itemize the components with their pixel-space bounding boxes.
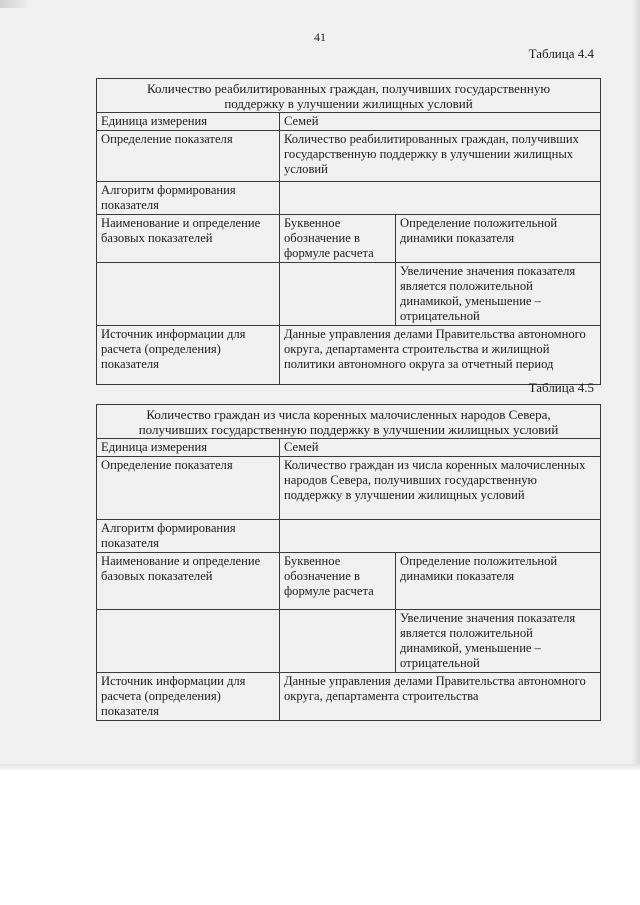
- page-bottom-edge: [0, 764, 640, 770]
- table-row: [97, 610, 601, 673]
- empty-cell: [97, 610, 280, 673]
- unit-label-cell: Единица измерения: [97, 113, 280, 131]
- empty-cell: [280, 263, 396, 326]
- positive-value-cell: Увеличение значения показателя является положительной динамикой, уменьшение – отрицательной: [396, 610, 601, 673]
- positive-label-cell: Определение положительной динамики показателя: [396, 553, 601, 610]
- table-title-line: получивших государственную поддержку в улучшении жилищных условий: [138, 422, 559, 437]
- scan-corner-mark: [0, 0, 28, 8]
- empty-cell: [97, 263, 280, 326]
- table-row: [97, 673, 601, 721]
- table-title-line: Количество реабилитированных граждан, получивших государственную: [146, 81, 551, 96]
- table-row: [97, 113, 601, 131]
- unit-label-cell: Единица измерения: [97, 439, 280, 457]
- page-number: 41: [314, 30, 326, 44]
- definition-label-cell: Определение показателя: [97, 131, 280, 182]
- definition-value-cell: Количество реабилитированных граждан, получивших государственную поддержку в улучшении жилищных условий: [280, 131, 601, 182]
- table-title-row: [97, 405, 601, 439]
- base-label-cell: Наименование и определение базовых показателей: [97, 215, 280, 263]
- table-row: [97, 326, 601, 385]
- table-row: [97, 553, 601, 610]
- indicator-table: [96, 404, 601, 721]
- algorithm-label-cell: Алгоритм формирования показателя: [97, 182, 280, 215]
- table-title-row: [97, 79, 601, 113]
- table-row: [97, 263, 601, 326]
- table-title-line: Количество граждан из числа коренных малочисленных народов Севера,: [146, 407, 551, 422]
- table-row: [97, 439, 601, 457]
- positive-value-cell: Увеличение значения показателя является положительной динамикой, уменьшение – отрицательной: [396, 263, 601, 326]
- table-caption: Таблица 4.5: [528, 380, 594, 395]
- table-title-line: поддержку в улучшении жилищных условий: [224, 96, 473, 111]
- letter-label-cell: Буквенное обозначение в формуле расчета: [280, 215, 396, 263]
- algorithm-value-cell: [280, 182, 601, 215]
- source-label-cell: Источник информации для расчета (определения) показателя: [97, 673, 280, 721]
- letter-label-cell: Буквенное обозначение в формуле расчета: [280, 553, 396, 610]
- source-label-cell: Источник информации для расчета (определения) показателя: [97, 326, 280, 385]
- empty-cell: [280, 610, 396, 673]
- definition-value-cell: Количество граждан из числа коренных малочисленных народов Севера, получивших государственную поддержку в улучшении жилищных условий: [280, 457, 601, 520]
- table-row: [97, 457, 601, 520]
- positive-label-cell: Определение положительной динамики показателя: [396, 215, 601, 263]
- table-row: [97, 182, 601, 215]
- algorithm-value-cell: [280, 520, 601, 553]
- scan-edge-shadow: [632, 0, 640, 770]
- table-title: [97, 405, 601, 439]
- source-value-cell: Данные управления делами Правительства автономного округа, департамента строительства и жилищной политики автономного округа за отчетный период: [280, 326, 601, 385]
- base-label-cell: Наименование и определение базовых показателей: [97, 553, 280, 610]
- unit-value-cell: Семей: [280, 439, 601, 457]
- indicator-table: [96, 78, 601, 385]
- algorithm-label-cell: Алгоритм формирования показателя: [97, 520, 280, 553]
- definition-label-cell: Определение показателя: [97, 457, 280, 520]
- unit-value-cell: Семей: [280, 113, 601, 131]
- table-row: [97, 131, 601, 182]
- table-caption: Таблица 4.4: [528, 46, 594, 61]
- table-title: [97, 79, 601, 113]
- table-row: [97, 215, 601, 263]
- source-value-cell: Данные управления делами Правительства автономного округа, департамента строительства: [280, 673, 601, 721]
- table-row: [97, 520, 601, 553]
